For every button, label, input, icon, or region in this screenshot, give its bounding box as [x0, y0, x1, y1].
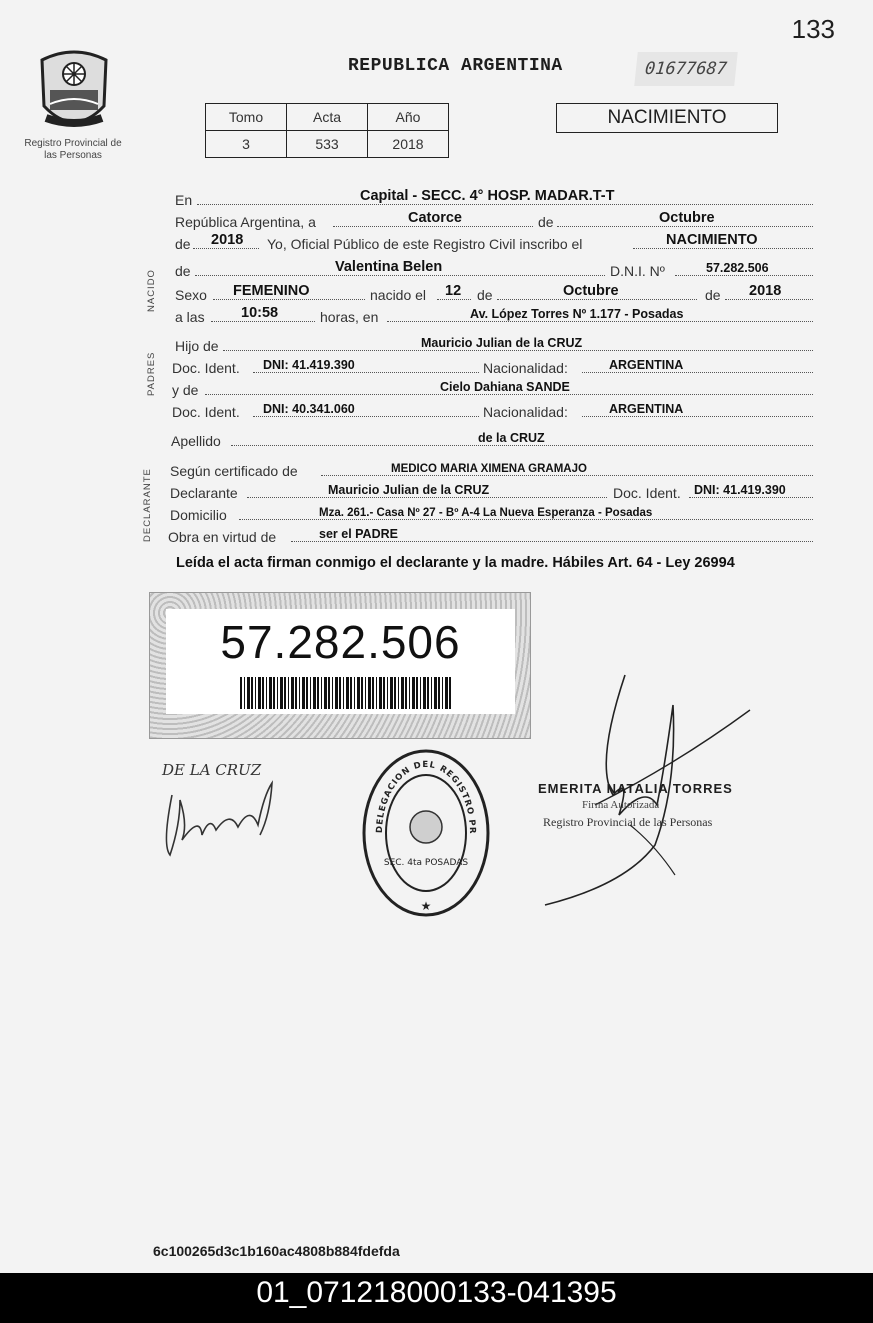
label-de-2: de [705, 287, 721, 303]
value-surname: de la CRUZ [478, 431, 545, 445]
stamp-inner-text: SEC. 4ta POSADAS [383, 858, 469, 868]
row-republica [175, 210, 813, 230]
signatory-title: Firma Autorizada [582, 799, 660, 811]
label-doc-ident-1: Doc. Ident. [172, 360, 240, 376]
handwritten-signature-left-icon [160, 755, 290, 865]
footer-code-bar: 01_071218000133-041395 [0, 1273, 873, 1323]
logo-caption: Registro Provincial de las Personas [24, 138, 122, 161]
tomo-acta-table [205, 103, 449, 158]
row-anio [175, 232, 813, 252]
row-certificado [170, 459, 813, 479]
value-certificate: MEDICO MARIA XIMENA GRAMAJO [391, 463, 587, 475]
value-reason: ser el PADRE [319, 527, 398, 541]
value-child-name: Valentina Belen [335, 259, 443, 275]
value-mother-nationality: ARGENTINA [609, 402, 684, 416]
anio-value: 2018 [368, 131, 449, 158]
value-day-words: Catorce [408, 210, 462, 226]
acta-value: 533 [287, 131, 368, 158]
label-dni: D.N.I. Nº [610, 263, 665, 279]
value-declarant: Mauricio Julian de la CRUZ [328, 483, 490, 497]
label-declarante: Declarante [170, 485, 238, 501]
provincial-seal-icon [34, 46, 114, 136]
dni-card-inner [166, 609, 515, 714]
dni-card-number: 57.282.506 [220, 616, 461, 668]
value-birth-time: 10:58 [241, 305, 279, 321]
row-domicilio [170, 503, 813, 523]
signatory-office: Registro Provincial de las Personas [543, 815, 713, 829]
stamp-outer-text: DELEGACION DEL REGISTRO PROVINCIAL DE LAS PERSONAS [355, 740, 478, 835]
label-nacionalidad-1: Nacionalidad: [483, 360, 568, 376]
label-horas-en: horas, en [320, 309, 379, 325]
dni-label-card [149, 592, 531, 739]
row-declarante [170, 481, 813, 501]
row-nombre [175, 259, 813, 279]
label-de: de [538, 214, 554, 230]
row-apellido [171, 429, 813, 449]
side-label-declarante: DECLARANTE [142, 468, 153, 542]
row-doc-padre [172, 356, 813, 376]
value-father-nationality: ARGENTINA [609, 358, 684, 372]
label-domicilio: Domicilio [170, 507, 227, 523]
value-birth-day: 12 [445, 283, 462, 299]
value-birth-month: Octubre [563, 283, 619, 299]
label-doc-ident-2: Doc. Ident. [172, 404, 240, 420]
tomo-value: 3 [206, 131, 287, 158]
reading-statement: Leída el acta firman conmigo el declarante y la madre. Hábiles Art. 64 - Ley 26994 [176, 555, 735, 571]
label-apellido: Apellido [171, 433, 221, 449]
value-dni: 57.282.506 [706, 261, 769, 275]
value-declarant-dni: DNI: 41.419.390 [694, 483, 786, 497]
act-type-box: NACIMIENTO [556, 103, 778, 133]
row-y-de [172, 378, 813, 398]
official-stamp-icon [355, 740, 492, 919]
side-label-padres: PADRES [146, 351, 157, 396]
handwritten-note: DE LA CRUZ [162, 761, 262, 779]
value-month: Octubre [659, 210, 715, 226]
label-nacido-el: nacido el [370, 287, 427, 303]
side-label-nacido: NACIDO [146, 269, 157, 312]
serial-number: 01677687 [634, 52, 738, 86]
barcode-icon [240, 677, 452, 709]
label-sexo: Sexo [175, 287, 207, 303]
row-en [175, 188, 813, 208]
signatory-name: EMERITA NATALIA TORRES [538, 781, 733, 796]
label-republica: República Argentina, a [175, 214, 316, 230]
label-de-anio: de [175, 236, 191, 252]
label-inscribo: Yo, Oficial Público de este Registro Civil inscribo el [267, 236, 583, 252]
row-sexo [175, 283, 813, 303]
document-hash: 6c100265d3c1b160ac4808b884fdefda [153, 1243, 400, 1259]
label-segun-certificado: Según certificado de [170, 463, 298, 479]
value-mother-dni: DNI: 40.341.060 [263, 402, 355, 416]
value-sex: FEMENINO [233, 283, 310, 299]
svg-text:★: ★ [420, 899, 432, 913]
anio-header: Año [368, 104, 449, 131]
value-act-type: NACIMIENTO [666, 232, 758, 248]
document-title: REPUBLICA ARGENTINA [348, 56, 563, 76]
label-y-de: y de [172, 382, 199, 398]
value-mother: Cielo Dahiana SANDE [440, 380, 570, 394]
value-birth-year: 2018 [749, 283, 782, 299]
value-birth-place: Av. López Torres Nº 1.177 - Posadas [470, 307, 684, 321]
value-year: 2018 [211, 232, 244, 248]
label-de-1: de [477, 287, 493, 303]
label-de-nombre: de [175, 263, 191, 279]
tomo-header: Tomo [206, 104, 287, 131]
label-a-las: a las [175, 309, 205, 325]
label-obra-en-virtud: Obra en virtud de [168, 529, 277, 545]
value-father-dni: DNI: 41.419.390 [263, 358, 355, 372]
row-hora [175, 305, 813, 325]
label-hijo-de: Hijo de [175, 338, 219, 354]
row-doc-madre [172, 400, 813, 420]
row-obra [168, 525, 813, 545]
label-doc-ident-3: Doc. Ident. [613, 485, 681, 501]
page-number: 133 [791, 14, 835, 44]
value-address: Mza. 261.- Casa Nº 27 - Bº A-4 La Nueva Esperanza - Posadas [319, 507, 653, 519]
value-father: Mauricio Julian de la CRUZ [421, 336, 583, 350]
value-place: Capital - SECC. 4° HOSP. MADAR.T-T [360, 188, 615, 204]
acta-header: Acta [287, 104, 368, 131]
label-en: En [175, 192, 193, 208]
row-hijo [175, 334, 813, 354]
label-nacionalidad-2: Nacionalidad: [483, 404, 568, 420]
